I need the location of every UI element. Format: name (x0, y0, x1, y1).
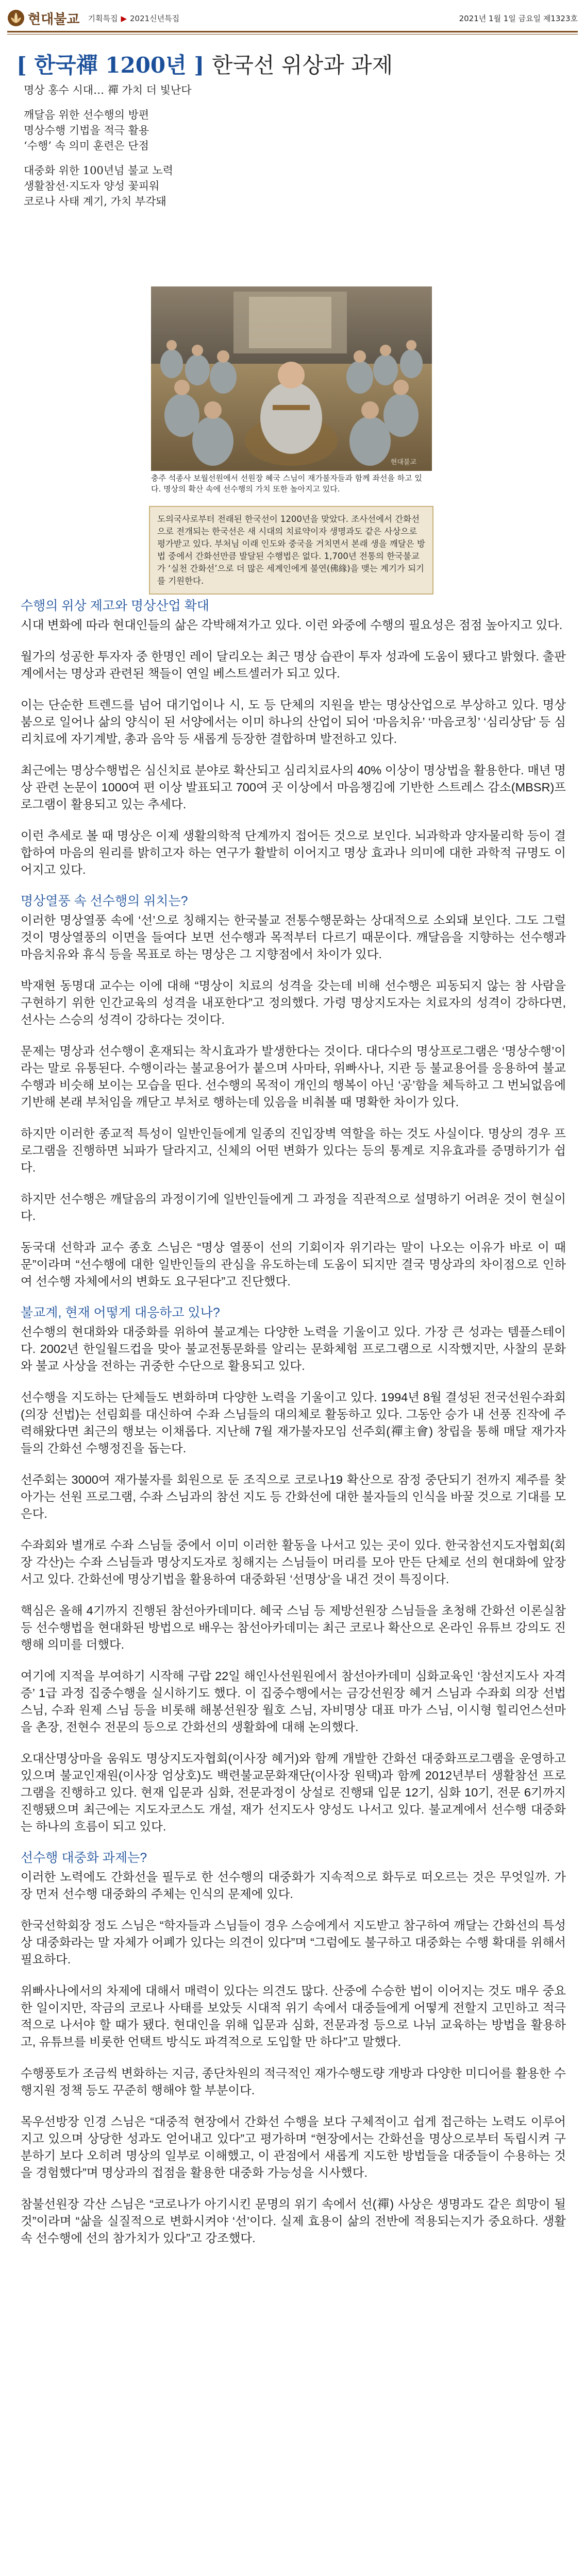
lotus-logo-icon (7, 9, 25, 27)
paragraph: 위빠사나에서의 차제에 대해서 매력이 있다는 의견도 많다. 산중에 수승한 법이 이어지는 것도 매우 중요한 일이지만, 작금의 코로나 사태를 보았듯 시대적 위기 속에서 대중들에게 어떻게 전할지 고민하고 적극적으로 나서야 할 때가 됐다. 현대인을 위해 입문과 심화, 전문과정 등으로 나뉘 교육하는 방법을 활용하고, 유튜브를 비롯한 언택트 방식도 파격적으로 도입할 만 하다”고 말했다. (21, 1984, 566, 2048)
logo-text: 현대불교 (28, 11, 80, 27)
breadcrumb-section[interactable]: 기획특집 (88, 13, 118, 23)
subhead-group (24, 163, 312, 209)
paragraph: 하지만 선수행은 깨달음의 과정이기에 일반인들에게 그 과정을 직관적으로 설명하기 어려운 것이 현실이다. (21, 1192, 566, 1223)
paragraph: 하지만 이러한 종교적 특성이 일반인들에게 일종의 진입장벽 역할을 하는 것도 사실이다. 명상의 경우 프로그램을 진행하면 뇌파가 달라지고, 신체의 어떤 변화가 있다는 등의 통계로 지유효과를 증명하기가 쉽다. (21, 1127, 566, 1174)
masthead (7, 7, 578, 29)
subhead-line: 생활참선·지도자 양성 꽃피워 (24, 180, 160, 192)
paragraph: 선수행의 현대화와 대중화를 위하여 불교계는 다양한 노력을 기울이고 있다. 가장 큰 성과는 템플스테이다. 2002년 한일월드컵을 맞아 불교전통문화를 알리는 문화체험 프로그램으로 시작했지만, 사찰의 문화와 불교 사상을 전하는 귀중한 수단으로 활용되고 있다. (21, 1325, 566, 1372)
breadcrumb-sub[interactable]: 2021신년특집 (129, 13, 180, 23)
subhead-line: 대중화 위한 100년넘 불교 노력 (24, 164, 173, 177)
paragraph: 여기에 지적을 부여하기 시작해 구랍 22일 해인사선원원에서 참선아카데미 심화교육인 ‘참선지도사 자격증’ 1급 과정 집중수행을 실시하기도 했다. 이 집중수행에서는 금강선원장 혜거 스님과 수좌회 의장 선법 스님, 수좌 원제 스님 등을 비롯해 해봉선원장 월호 스님, 자비명상 대표 마가 스님, 이시형 힐리언스선마을 촌장, 전현수 전문의 등으로 간화선의 생활화에 대해 논의했다. (21, 1669, 566, 1734)
paragraph: 시대 변화에 따라 현대인들의 삶은 각박해져가고 있다. 이런 와중에 수행의 필요성은 점점 높아지고 있다. (21, 618, 563, 632)
photo-caption: 충주 석종사 보월선원에서 선원장 혜국 스님이 재가불자들과 함께 좌선을 하고 있다. 명상의 확산 속에 선수행의 가치 또한 높아지고 있다. (151, 473, 422, 494)
paragraph: 오대산명상마을 움워도 명상지도자협회(이사장 혜거)와 함께 개발한 간화선 대중화프로그램을 운영하고 있으며 불교인재원(이사장 엄상호)도 백련불교문화재단(이사장 원택)과 함께 2012년부터 생활참선 프로그램을 진행하고 있다. 현재 입문과 심화, 전문과정이 상설로 진행돼 입문 12기, 심화 10기, 전문 6기까지 진행됐으며 최근에는 지도자코스도 개설, 재가 선지도사 양성도 나서고 있다. 불교계에서 선수행 대중화는 하나의 흐름이 되고 있다. (21, 1752, 566, 1833)
subhead-line: 명상수행 기법을 적극 활용 (24, 124, 149, 137)
title-main: 한국선 위상과 과제 (211, 53, 393, 78)
subhead-line: 명상 홍수 시대… 禪 가치 더 빛난다 (24, 84, 192, 96)
section-heading: 선수행 대중화 과제는? (21, 1851, 147, 1865)
paragraph: 최근에는 명상수행법은 심신치료 분야로 확산되고 심리치료사의 40% 이상이 명상법을 활용한다. 매년 명상 관련 논문이 1000여 편 이상 발표되고 700여 곳 이상에서 마음챙김에 기반한 스트레스 감소(MBSR)프로그램이 활용되고 있는 추세다. (21, 764, 566, 811)
paragraph: 수좌회와 별개로 수좌 스님들 중에서 이미 이러한 활동을 나서고 있는 곳이 있다. 한국참선지도자협회(회장 각산)는 수좌 스님들과 명상지도자로 칭해지는 스님들이 머리를 모아 만든 단체로 선의 현대화에 앞장서고 있다. 간화선에 명상기법을 활용하여 대중화된 ‘선명상’을 내건 것이 특징이다. (21, 1538, 566, 1586)
paragraph: 선주회는 3000여 재가불자를 회원으로 둔 조직으로 코로나19 확산으로 잠정 중단되기 전까지 제주를 찾아가는 선원 프로그램, 수좌 스님과의 참선 지도 등 간화선에 대한 불자들의 인식을 바꿀 것으로 기대를 모은다. (21, 1473, 566, 1520)
title-series: [ 한국禪 1200년 ] (16, 53, 205, 78)
paragraph: 한국선학회장 정도 스님은 “학자들과 스님들이 경우 스승에게서 지도받고 참구하여 깨달는 간화선의 특성상 대중화라는 말 자체가 어폐가 있다는 의견이 있다”며 “그럼에도 불구하고 대중화는 수행 확대를 위해서 필요하다. (21, 1919, 566, 1966)
paragraph: 참불선원장 각산 스님은 “코로나가 아기시킨 문명의 위기 속에서 선(禪) 사상은 생명과도 같은 희망이 될 것”이라며 “삶을 실질적으로 변화시켜야 ‘선’이다. 실제 효용이 삶의 전반에 적용되는지가 중요하다. 생활 속 선수행에 선의 참가치가 있다”고 강조했다. (21, 2197, 566, 2245)
subheads (24, 82, 312, 218)
article-body (21, 598, 566, 2261)
section-heading: 불교계, 현재 어떻게 대응하고 있나? (21, 1306, 220, 1320)
paragraph: 선수행을 지도하는 단체들도 변화하며 다양한 노력을 기울이고 있다. 1994년 8월 결성된 전국선원수좌회(의장 선법)는 선림회를 대신하여 수좌 스님들의 대의체로 활동하고 있다. 그동안 승가 내 선풍 진작에 주력해왔다면 최근의 행보는 이채롭다. 지난해 7월 재가불자모임 선주회(禪主會) 창립을 통해 매달 재가자들의 간화선 수행정진을 돕는다. (21, 1391, 566, 1455)
paragraph: 동국대 선학과 교수 종호 스님은 “명상 열풍이 선의 기회이자 위기라는 말이 나오는 이유가 바로 이 때문”이라며 “선수행에 대한 일반인들의 관심을 유도하는데 도움이 되지만 결국 명상과의 차이점으로 인하여 선수행 자체에서의 변화도 요구된다”고 진단했다. (21, 1241, 566, 1288)
paragraph: 목우선방장 인경 스님은 “대중적 현장에서 간화선 수행을 보다 구체적이고 쉽게 접근하는 노력도 이루어지고 있으며 상당한 성과도 얻어내고 있다”고 평가하며 “현장에서는 간화선을 명상으로부터 독립시켜 구분하기 보다 오히려 명상의 일부로 이해했고, 이 관점에서 새롭게 지도한 방법들을 대중들이 수용하는 것을 경험했다”며 명상과의 접점을 활용한 대중화 가능성을 시사했다. (21, 2115, 566, 2179)
photo-watermark: 현대불교 (390, 459, 416, 466)
issue-info: 2021년 1월 1일 금요일 제1323호 (459, 13, 578, 23)
section-heading: 명상열풍 속 선수행의 위치는? (21, 894, 188, 908)
header-rule (7, 31, 578, 32)
subhead-group (24, 107, 312, 154)
subhead-line: 코로나 사태 계기, 가치 부각돼 (24, 195, 166, 208)
meditation-hall-image (151, 286, 432, 471)
lead-box: 도의국사로부터 전래된 한국선이 1200년을 맞았다. 조사선에서 간화선으로 전개되는 한국선은 새 시대의 치료약이자 생명과도 같은 사상으로 평가받고 있다. 부처님 이래 인도와 중국을 거치면서 본래 생을 깨달은 방법 중에서 간화선만큼 발달된 수행법은 없다. 1,700년 전통의 한국불교가 ‘실천 간화선’으로 더 많은 세계인에게 불연(佛緣)을 맺는 계기가 되기를 기원한다. (149, 506, 433, 595)
paragraph: 이런 추세로 볼 때 명상은 이제 생활의학적 단계까지 접어든 것으로 보인다. 뇌과학과 양자물리학 등이 결합하여 마음의 원리를 밝히고자 하는 연구가 활발히 이어지고 명상 효과나 의미에 대한 과학적 규명도 이어지고 있다. (21, 829, 566, 876)
breadcrumb-separator-icon: ▶ (121, 13, 127, 23)
breadcrumb (88, 13, 179, 24)
paragraph: 수행풍토가 조금씩 변화하는 지금, 종단차원의 적극적인 재가수행도량 개방과 다양한 미디어를 활용한 수행지원 정책 등도 꾸준히 행해야 할 부분이다. (21, 2066, 566, 2097)
subhead-group (24, 82, 312, 98)
subhead-line: 깨달음 위한 선수행의 방편 (24, 109, 149, 121)
paragraph: 박재현 동명대 교수는 이에 대해 “명상이 치료의 성격을 갖는데 비해 선수행은 피동되지 않는 참 사람을 구현하기 위한 인간교육의 성격을 내포한다”고 정의했다. 가령 명상지도자는 치료자의 성격이 강하다면, 선사는 스승의 성격이 강하다는 것이다. (21, 979, 566, 1026)
section-heading: 수행의 위상 제고와 명상산업 확대 (21, 599, 209, 613)
paragraph: 이러한 명상열풍 속에 ‘선’으로 칭해지는 한국불교 전통수행문화는 상대적으로 소외돼 보인다. 그도 그럴 것이 명상열풍의 이면을 들여다 보면 선수행과 목적부터 다르기 때문이다. 깨달음을 지향하는 선수행과 마음치유와 휴식 등을 목표로 하는 명상은 그 지향점에서 차이가 있다. (21, 913, 566, 961)
paragraph: 이는 단순한 트렌드를 넘어 대기업이나 시, 도 등 단체의 지원을 받는 명상산업으로 부상하고 있다. 명상 붐으로 일어나 삶의 양식이 된 서양에서는 이미 하나의 산업이 되어 ‘마음치유’ ‘마음코칭’ ‘심리상담’ 등 심리치료에 자기계발, 총과 음악 등 새롭게 등장한 결합하며 발전하고 있다. (21, 698, 566, 745)
subhead-line: ‘수행’ 속 의미 훈련은 단점 (24, 140, 149, 152)
article-title (16, 48, 393, 79)
paragraph: 이러한 노력에도 간화선을 필두로 한 선수행의 대중화가 지속적으로 화두로 떠오르는 것은 무엇일까. 가장 먼저 선수행 대중화의 주체는 인식의 문제에 있다. (21, 1870, 566, 1901)
paragraph: 핵심은 올해 4기까지 진행된 참선아카데미다. 혜국 스님 등 제방선원장 스님들을 초청해 간화선 이론실참 등 선수행법을 현대화된 방법으로 배우는 참선아카데미는 최근 코로나 확산으로 온라인 유튜브 강의도 진행해 의미를 더했다. (21, 1604, 566, 1651)
header-rule-thin (7, 34, 578, 35)
paragraph: 문제는 명상과 선수행이 혼재되는 착시효과가 발생한다는 것이다. 대다수의 명상프로그램은 ‘명상수행’이라는 말로 유통된다. 수행이라는 불교용어가 붙으며 사마타, 위빠사나, 지관 등 불교용어를 응용하여 불교수행과 비슷해 보이는 모습을 띤다. 선수행의 목적이 개인의 행복이 아닌 ‘공’함을 체득하고 그 번뇌없음에 기반해 본래 부처임을 깨닫고 부처로 행하는데 있음을 비춰볼 때 명확한 차이가 있다. (21, 1044, 566, 1109)
meditation-photo (151, 286, 432, 471)
paragraph: 월가의 성공한 투자자 중 한명인 레이 달리오는 최근 명상 습관이 투자 성과에 도움이 됐다고 밝혔다. 출판계에서는 명상과 관련된 책들이 연일 베스트셀러가 되고 있다. (21, 650, 566, 680)
newspaper-logo[interactable] (7, 9, 79, 28)
